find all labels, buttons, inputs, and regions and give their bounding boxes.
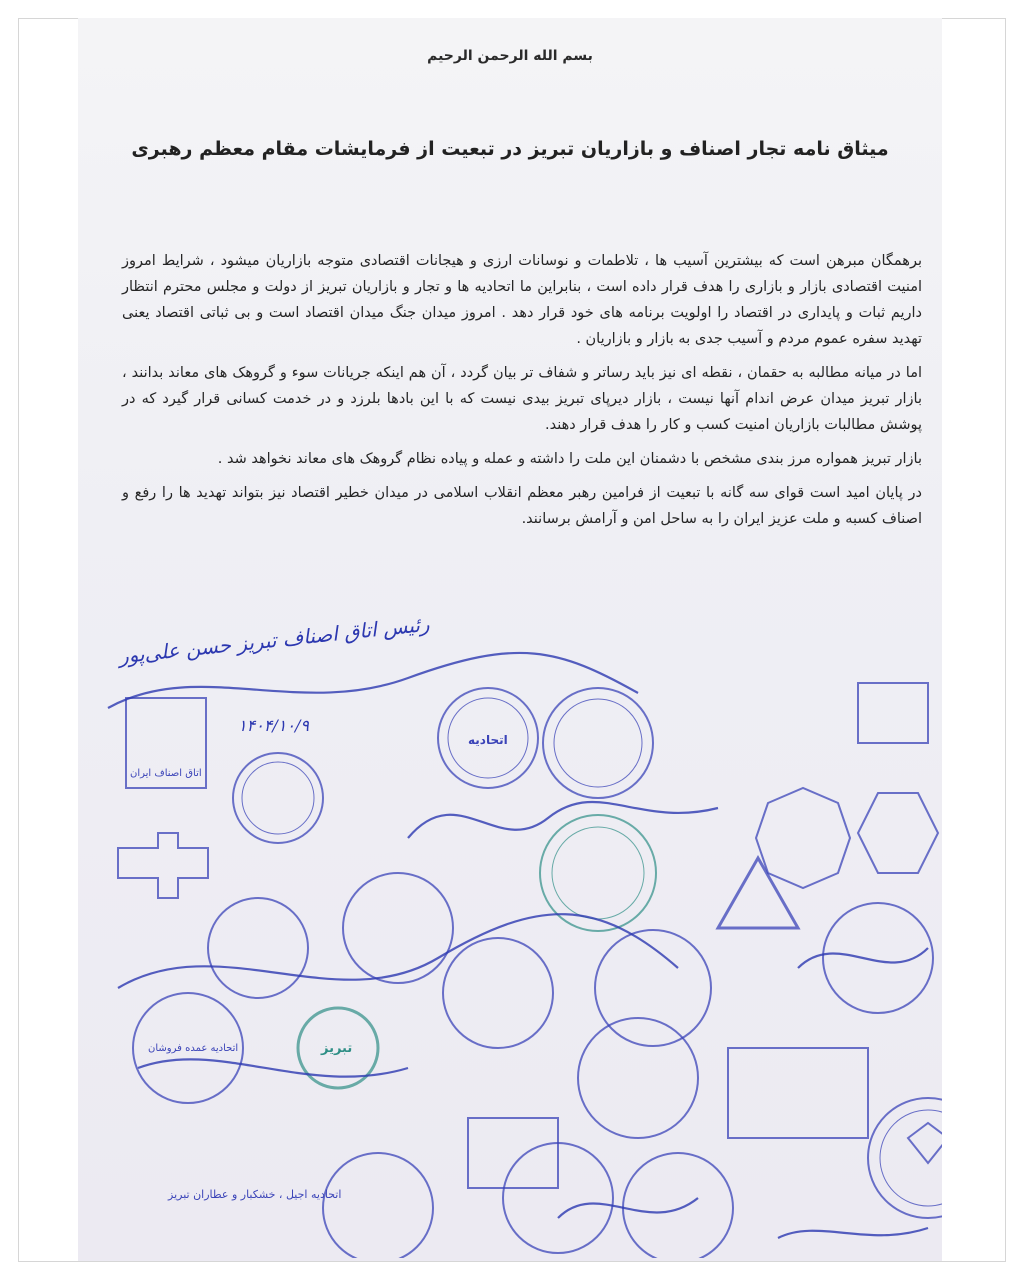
stamp-text-chamber: اتاق اصناف ایران [130, 768, 202, 779]
signature-scribble-2 [118, 914, 678, 988]
letter-paper [78, 18, 942, 1261]
round-stamp-8 [823, 903, 933, 1013]
arch-stamp [468, 1118, 558, 1188]
basmala-heading: بسم الله الرحمن الرحیم [427, 48, 593, 64]
stamp-text-wholesalers: اتحادیه عمده فروشان [148, 1043, 239, 1054]
signature-scribble-6 [558, 1198, 698, 1218]
round-stamp-10 [578, 1018, 698, 1138]
round-stamp-13 [623, 1153, 733, 1258]
gear-logo-left [118, 833, 208, 898]
signature-scribble-7 [778, 1228, 928, 1238]
gear-stamp [858, 793, 938, 873]
stamp-text-union: اتحادیه [468, 733, 508, 747]
paragraph-2: اما در میانه مطالبه به حقمان ، نقطه ای نیز باید رساتر و شفاف تر بیان گردد ، آن هم اینکه جریانات سوء و گروهک های معاند بدانند ، بازار تبریز میدان عرض اندام آنها نیست ، بازار دیرپای تبریز بیدی نیست که با این بادها بلرزد و در خدمت کسانی قرار گیرد که در پوشش مطالبات بازاریان امنیت کسب و کار را هدف قرار دهند. [122, 365, 922, 433]
signature-scribble-3 [408, 802, 718, 838]
document-title: میثاق نامه تجار اصناف و بازاریان تبریز در تبعیت از فرمایشات مقام معظم رهبری [131, 138, 889, 160]
paragraph-1: برهمگان مبرهن است که بیشترین آسیب ها ، تلاطمات و نوسانات ارزی و هیجانات اقتصادی متوجه بازاریان میشود ، شرایط امروز امنیت اقتصادی بازار و بازاری را هدف قرار داده است ، بنابراین ما اتحادیه ها و تجار و بازاریان تبریز از دولت و مجلس محترم انتظار داریم ثبات و پایداری در اقتصاد را اولویت برنامه های خود قرار دهد . امروز میدان جنگ میدان اقتصاد است و بی ثباتی اقتصاد یعنی تهدید سفره عموم مردم و آسیب جدی به بازار و بازاریان . [122, 253, 922, 347]
diamond-logo [908, 1123, 942, 1163]
stamp-graphics [78, 598, 942, 1258]
letter-body [122, 248, 922, 540]
rect-stamp-right-top [858, 683, 928, 743]
handwritten-title-signature: رئیس اتاق اصناف تبریز حسن علی‌پور [117, 611, 431, 669]
signature-scribble-1 [108, 653, 638, 708]
signature-scribble-5 [798, 948, 928, 968]
round-stamp-5 [343, 873, 453, 983]
stamp-text-tabriz: تبریز [321, 1041, 353, 1056]
round-stamp-3 [543, 688, 653, 798]
triangle-logo-stamp [718, 858, 798, 928]
handwritten-date: ۱۴۰۴/۱۰/۹ [238, 716, 309, 735]
octagon-stamp [756, 788, 850, 888]
rect-stamp-lower-right [728, 1048, 868, 1138]
stamp-text-nuts-union: اتحادیه اجیل ، خشکبار و عطاران تبریز [168, 1188, 342, 1201]
round-stamp-4 [208, 898, 308, 998]
paragraph-3: بازار تبریز همواره مرز بندی مشخص با دشمنان این ملت را داشته و عمله و پیاده نظام گروهک های معاند نخواهد شد . [217, 451, 922, 467]
round-stamp-1 [233, 753, 323, 843]
round-stamp-14 [323, 1153, 433, 1258]
paragraph-4: در پایان امید است قوای سه گانه با تبعیت از فرامین رهبر معظم انقلاب اسلامی در میدان خطیر اقتصاد نیز بتواند تهدید ها را رفع و اصناف کسبه و ملت عزیز ایران را به ساحل امن و آرامش برسانند. [122, 485, 922, 527]
signatures-and-stamps [78, 598, 942, 1258]
round-stamp-6 [443, 938, 553, 1048]
